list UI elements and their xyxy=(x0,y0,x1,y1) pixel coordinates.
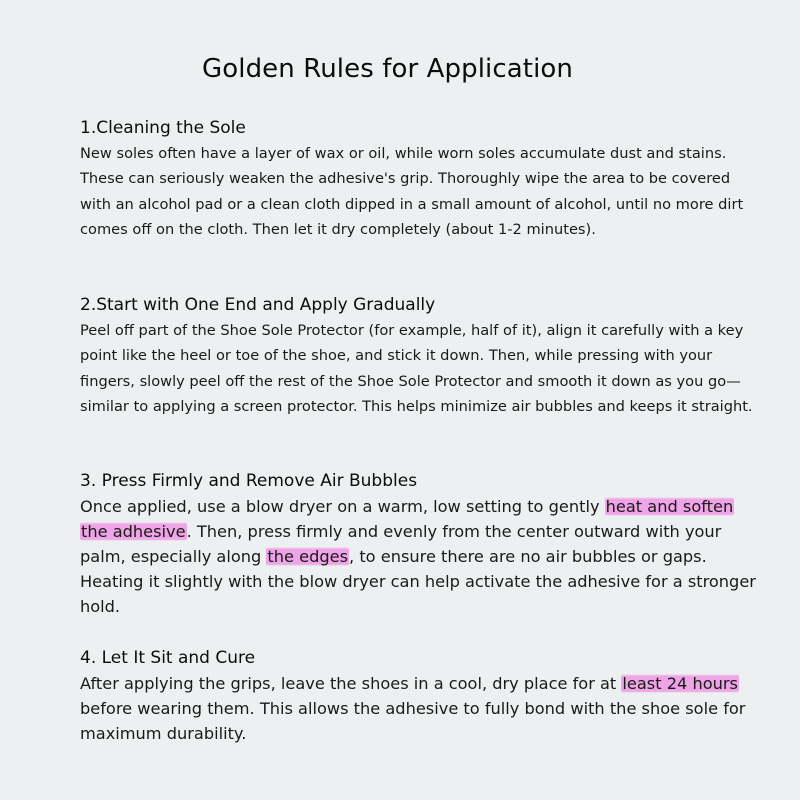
section-body: Peel off part of the Shoe Sole Protector (for example, half of it), align it carefully with a key point like the heel or toe of the shoe, and stick it down. Then, while pressing with your fingers, slowly peel off the rest of the Shoe Sole Protector and smooth it down as you go—similar to applying a screen protector. This helps minimize air bubbles and keeps it straight. xyxy=(80,322,753,416)
section-body xyxy=(80,671,760,746)
body-text: . Then, press firmly and evenly from the center outward with your palm, especially along xyxy=(80,522,722,566)
body-text: , to ensure there are no air bubbles or gaps. Heating it slightly with the blow dryer can help activate the adhesive for a stronger hold. xyxy=(80,547,756,616)
section-let-it-sit-and-cure xyxy=(80,645,760,746)
section-heading: 2.Start with One End and Apply Gradually xyxy=(80,295,436,315)
section-press-firmly xyxy=(80,468,760,619)
body-text: before wearing them. This allows the adhesive to fully bond with the shoe sole for maximum durability. xyxy=(80,699,746,743)
body-text: Once applied, use a blow dryer on a warm, low setting to gently xyxy=(80,497,605,516)
body-text: After applying the grips, leave the shoes in a cool, dry place for at xyxy=(80,674,622,693)
highlighted-text: least 24 hours xyxy=(622,674,738,693)
section-heading: 4. Let It Sit and Cure xyxy=(80,648,256,668)
section-body: New soles often have a layer of wax or oil, while worn soles accumulate dust and stains. These can seriously weaken the adhesive's grip. Thoroughly wipe the area to be covered with an alcohol pad or a clean cloth dipped in a small amount of alcohol, until no more dirt comes off on the cloth. Then let it dry completely (about 1-2 minutes). xyxy=(80,145,744,239)
section-body xyxy=(80,494,760,619)
highlighted-text: heat and soften the adhesive xyxy=(81,497,734,541)
highlighted-text: the edges xyxy=(267,547,349,566)
page-title: Golden Rules for Application xyxy=(201,54,573,84)
section-heading: 3. Press Firmly and Remove Air Bubbles xyxy=(80,471,418,491)
section-heading: 1.Cleaning the Sole xyxy=(80,118,246,138)
section-cleaning-the-sole xyxy=(80,115,760,243)
section-start-with-one-end xyxy=(80,292,760,420)
